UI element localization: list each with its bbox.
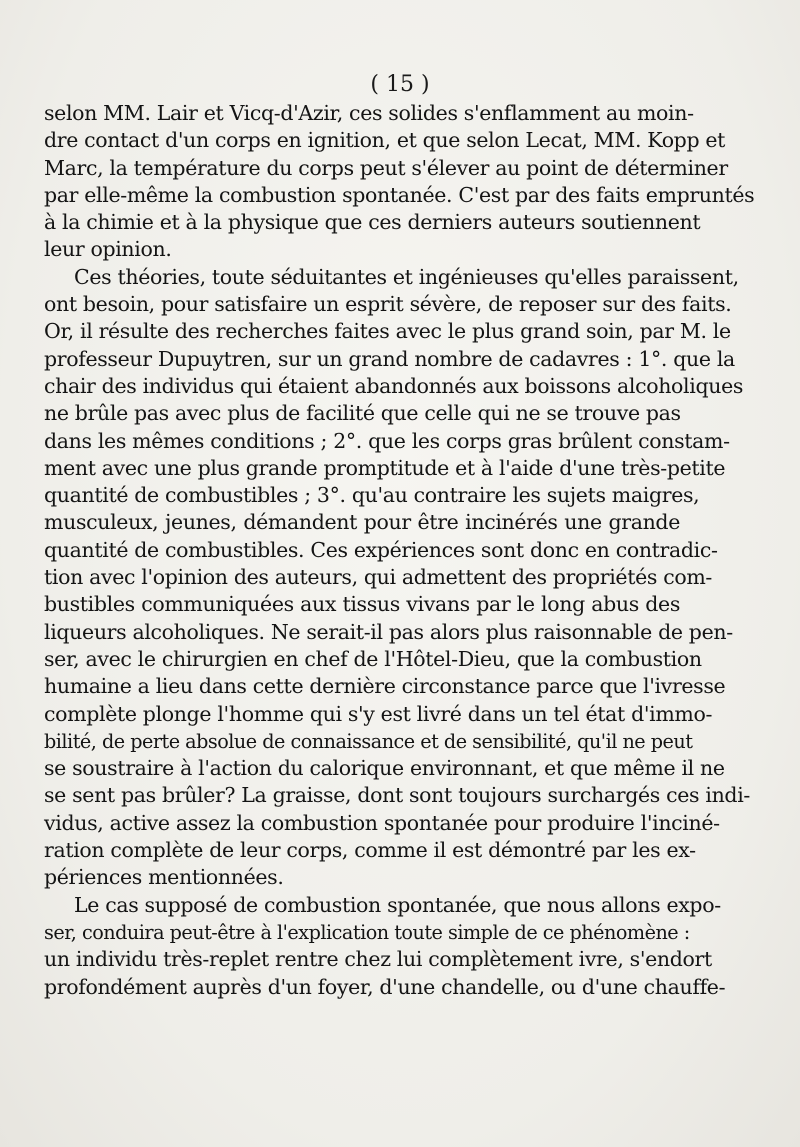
text-line: un individu très-replet rentre chez lui complètement ivre, s'endort: [44, 947, 712, 972]
text-line: périences mentionnées.: [44, 865, 284, 890]
text-line: se soustraire à l'action du calorique environnant, et que même il ne: [44, 756, 725, 781]
text-line: complète plonge l'homme qui s'y est livré dans un tel état d'immo-: [44, 701, 713, 726]
text-line: tion avec l'opinion des auteurs, qui admettent des propriétés com-: [44, 565, 713, 590]
text-line: à la chimie et à la physique que ces derniers auteurs soutiennent: [44, 210, 701, 235]
text-line: Or, il résulte des recherches faites avec le plus grand soin, par M. le: [44, 319, 731, 344]
text-line: professeur Dupuytren, sur un grand nombre de cadavres : 1°. que la: [44, 346, 735, 371]
text-line: musculeux, jeunes, démandent pour être incinérés une grande: [44, 510, 680, 535]
text-line: dre contact d'un corps en ignition, et que selon Lecat, MM. Kopp et: [44, 128, 726, 153]
text-line: bustibles communiquées aux tissus vivans par le long abus des: [44, 592, 680, 617]
text-line: bilité, de perte absolue de connaissance et de sensibilité, qu'il ne peut: [44, 729, 693, 753]
text-line: ser, conduira peut-être à l'explication toute simple de ce phénomène :: [44, 920, 690, 944]
text-line: chair des individus qui étaient abandonnés aux boissons alcoholiques: [44, 373, 744, 398]
text-line: quantité de combustibles ; 3°. qu'au contraire les sujets maigres,: [44, 483, 700, 508]
paragraph-3: [44, 892, 726, 1001]
paragraph-2: [44, 264, 750, 892]
text-line: par elle-même la combustion spontanée. C'est par des faits empruntés: [44, 182, 755, 207]
text-line: ment avec une plus grande promptitude et à l'aide d'une très-petite: [44, 455, 726, 480]
text-line: Marc, la température du corps peut s'élever au point de déterminer: [44, 155, 728, 180]
text-line: humaine a lieu dans cette dernière circonstance parce que l'ivresse: [44, 674, 726, 699]
text-line: ont besoin, pour satisfaire un esprit sévère, de reposer sur des faits.: [44, 292, 732, 317]
text-line: dans les mêmes conditions ; 2°. que les corps gras brûlent constam-: [44, 428, 730, 453]
text-line: selon MM. Lair et Vicq-d'Azir, ces solides s'enflamment au moin-: [44, 101, 694, 125]
text-line: quantité de combustibles. Ces expériences sont donc en contradic-: [44, 537, 718, 562]
body-text: [44, 100, 755, 1001]
page-number: ( 15 ): [370, 72, 430, 97]
text-line: leur opinion.: [44, 237, 172, 262]
text-line: ser, avec le chirurgien en chef de l'Hôtel-Dieu, que la combustion: [44, 646, 702, 671]
text-line: liqueurs alcoholiques. Ne serait-il pas alors plus raisonnable de pen-: [44, 619, 733, 644]
text-line: Le cas supposé de combustion spontanée, que nous allons expo-: [74, 892, 721, 917]
paragraph-1: [44, 100, 755, 264]
text-line: Ces théories, toute séduitantes et ingénieuses qu'elles paraissent,: [74, 264, 739, 289]
text-line: vidus, active assez la combustion spontanée pour produire l'inciné-: [44, 810, 720, 835]
text-line: profondément auprès d'un foyer, d'une chandelle, ou d'une chauffe-: [44, 974, 726, 999]
text-line: se sent pas brûler? La graisse, dont sont toujours surchargés ces indi-: [44, 783, 750, 808]
text-line: ration complète de leur corps, comme il est démontré par les ex-: [44, 838, 696, 863]
text-line: ne brûle pas avec plus de facilité que celle qui ne se trouve pas: [44, 401, 681, 426]
